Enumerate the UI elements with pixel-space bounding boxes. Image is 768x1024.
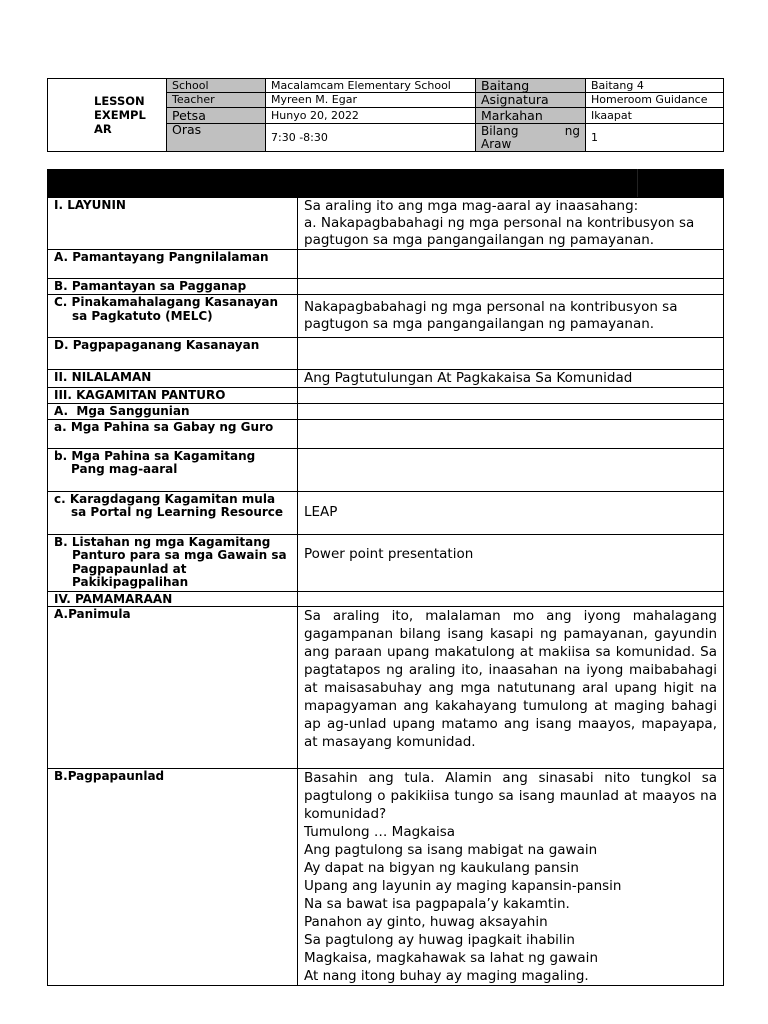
kagamitan-panturo-row: [48, 388, 724, 404]
nilalaman-row: [48, 370, 724, 388]
sanggunian-row: [48, 403, 724, 419]
header-table: [47, 78, 724, 152]
nilalaman-label: II. NILALAMAN: [48, 370, 298, 388]
pamantayan-sa-pagganap-value: [298, 279, 724, 295]
pamamaraan-label: IV. PAMAMARAAN: [48, 591, 298, 607]
listahan-label: B. Listahan ng mga Kagamitang Panturo para sa mga Gawain sa Pagpapaunlad at Pakikipagpalihan: [48, 534, 298, 591]
pamamaraan-row: [48, 591, 724, 607]
layunin-row: [48, 198, 724, 250]
pagpapaganang-kasanayan-label: D. Pagpapaganang Kasanayan: [48, 338, 298, 370]
pagpapaganang-kasanayan-row: [48, 338, 724, 370]
baitang-label: Baitang: [476, 79, 586, 93]
pagpapaganang-kasanayan-value: [298, 338, 724, 370]
lesson-exemplar-title: LESSON EXEMPL AR: [48, 79, 167, 152]
poem-line: At nang itong buhay ay maging magaling.: [304, 968, 589, 984]
melc-value: Nakapagbabahagi ng mga personal na kontribusyon sa pagtugon sa mga pangangailangan ng pamayanan.: [298, 295, 724, 338]
pagpapaunlad-intro: Basahin ang tula. Alamin ang sinasabi nito tungkol sa pagtulong o pakikiisa tungo sa isang maunlad at maayos na komunidad?: [304, 770, 717, 822]
oras-label: Oras: [167, 124, 266, 152]
listahan-row: [48, 534, 724, 591]
markahan-value: Ikaapat: [586, 108, 724, 124]
gabay-ng-guro-value: [298, 419, 724, 448]
karagdagang-kagamitan-label: c. Karagdagang Kagamitan mula sa Portal ng Learning Resource: [48, 491, 298, 534]
poem-line: Ang pagtulong sa isang mabigat na gawain: [304, 842, 598, 858]
asignatura-label: Asignatura: [476, 93, 586, 108]
gabay-ng-guro-row: [48, 419, 724, 448]
melc-row: [48, 295, 724, 338]
poem-line: Na sa bawat isa pagpapala’y kakamtin.: [304, 896, 570, 912]
pamamaraan-value: [298, 591, 724, 607]
pagpapaunlad-content: [298, 769, 724, 986]
bilang-ng-araw-label: Bilang ng Araw: [476, 124, 586, 152]
teacher-value: Myreen M. Egar: [266, 93, 476, 108]
gabay-ng-guro-label: a. Mga Pahina sa Gabay ng Guro: [48, 419, 298, 448]
layunin-content: Sa araling ito ang mga mag-aaral ay inaasahang: a. Nakapagbabahagi ng mga personal na kontribusyon sa pagtugon sa mga pangangailangan ng pamayanan.: [298, 198, 724, 250]
pagpapaunlad-row: [48, 769, 724, 986]
pamantayan-sa-pagganap-label: B. Pamantayan sa Pagganap: [48, 279, 298, 295]
layunin-label: I. LAYUNIN: [48, 198, 298, 250]
poem-line: Sa pagtulong ay huwag ipagkait ihabilin: [304, 932, 575, 948]
panimula-row: [48, 607, 724, 769]
sanggunian-label: A. Mga Sanggunian: [48, 403, 298, 419]
school-label: School: [167, 79, 266, 93]
kagamitang-pang-magaaral-label: b. Mga Pahina sa Kagamitang Pang mag-aaral: [48, 448, 298, 491]
poem-line: Magkaisa, magkahawak sa lahat ng gawain: [304, 950, 598, 966]
poem-line: Upang ang layunin ay maging kapansin-pansin: [304, 878, 622, 894]
poem-line: Panahon ay ginto, huwag aksayahin: [304, 914, 548, 930]
petsa-value: Hunyo 20, 2022: [266, 108, 476, 124]
karagdagang-kagamitan-row: [48, 491, 724, 534]
oras-value: 7:30 -8:30: [266, 124, 476, 152]
baitang-value: Baitang 4: [586, 79, 724, 93]
melc-label: C. Pinakamahalagang Kasanayan sa Pagkatuto (MELC): [48, 295, 298, 338]
lesson-plan-table: [47, 169, 724, 986]
markahan-label: Markahan: [476, 108, 586, 124]
pamantayang-pangnilalaman-value: [298, 250, 724, 279]
bilang-ng-araw-value: 1: [586, 124, 724, 152]
table-header-bar: [48, 170, 724, 198]
teacher-label: Teacher: [167, 93, 266, 108]
poem-line: Tumulong … Magkaisa: [304, 824, 456, 840]
sanggunian-value: [298, 403, 724, 419]
nilalaman-value: Ang Pagtutulungan At Pagkakaisa Sa Komunidad: [298, 370, 724, 388]
listahan-value: Power point presentation: [298, 534, 724, 591]
pamantayang-pangnilalaman-label: A. Pamantayang Pangnilalaman: [48, 250, 298, 279]
school-value: Macalamcam Elementary School: [266, 79, 476, 93]
pagpapaunlad-label: B.Pagpapaunlad: [48, 769, 298, 986]
kagamitan-panturo-label: III. KAGAMITAN PANTURO: [48, 388, 298, 404]
poem-line: Ay dapat na bigyan ng kaukulang pansin: [304, 860, 579, 876]
kagamitan-panturo-value: [298, 388, 724, 404]
petsa-label: Petsa: [167, 108, 266, 124]
kagamitang-pang-magaaral-row: [48, 448, 724, 491]
karagdagang-kagamitan-value: LEAP: [298, 491, 724, 534]
pamantayan-sa-pagganap-row: [48, 279, 724, 295]
asignatura-value: Homeroom Guidance: [586, 93, 724, 108]
pamantayang-pangnilalaman-row: [48, 250, 724, 279]
kagamitang-pang-magaaral-value: [298, 448, 724, 491]
panimula-label: A.Panimula: [48, 607, 298, 769]
panimula-value: Sa araling ito, malalaman mo ang iyong mahalagang gagampanan bilang isang kasapi ng pamayanan, gayundin ang paraan upang makatulong at makiisa sa komunidad. Sa pagtatapos ng araling ito, inaasahan na iyong maibabahagi at maisasabuhay ang mga natutunang aral upang higit na mapagyaman ang kakahayang tumulong at maging bahagi ap ag-unlad upang matamo ang isang maayos, mapayapa, at masayang komunidad.: [298, 607, 724, 769]
